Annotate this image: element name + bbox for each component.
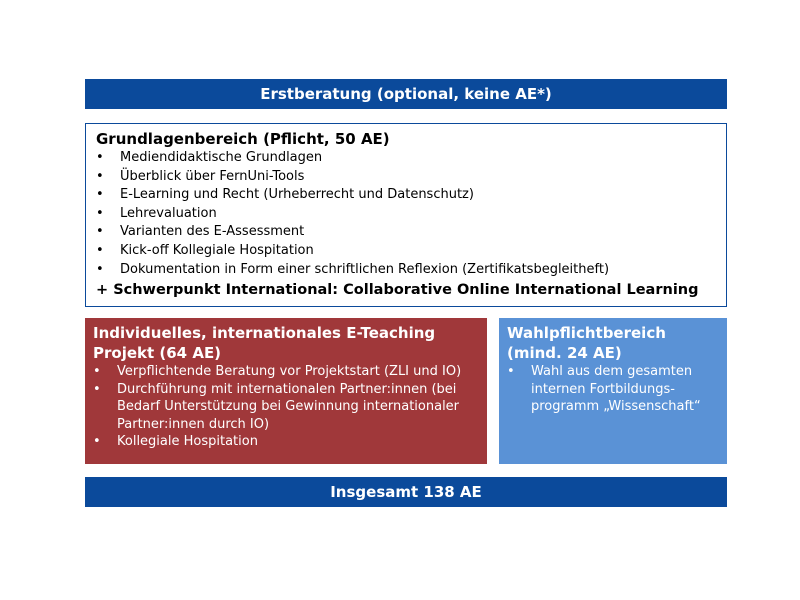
grundlagenbereich-list [96,149,718,279]
list-item: • Verpflichtende Beratung vor Projektstart (ZLI und IO) [93,363,479,381]
list-item: • Kick-off Kollegiale Hospitation [96,242,718,261]
projekt-box [85,318,487,464]
wahlpflicht-title: Wahlpflichtbereich (mind. 24 AE) [507,324,666,362]
projekt-title: Individuelles, internationales E-Teaching Projekt (64 AE) [93,324,436,362]
list-item: • Durchführung mit internationalen Partner:innen (bei Bedarf Unterstützung bei Gewinnung internationaler Partner:innen durch IO) [93,381,479,434]
list-item: • E-Learning und Recht (Urheberrecht und Datenschutz) [96,186,718,205]
insgesamt-bar [85,477,727,507]
list-item: • Varianten des E-Assessment [96,223,718,242]
list-item: • Wahl aus dem gesamten internen Fortbildungs-programm „Wissenschaft“ [507,363,719,416]
erstberatung-bar [85,79,727,109]
grundlagenbereich-title: Grundlagenbereich (Pflicht, 50 AE) [96,130,390,148]
schwerpunkt-international: + Schwerpunkt International: Collaborative Online International Learning [96,282,699,299]
list-item: • Überblick über FernUni-Tools [96,168,718,187]
erstberatung-label: Erstberatung (optional, keine AE*) [260,85,552,103]
list-item: • Dokumentation in Form einer schriftlichen Reflexion (Zertifikatsbegleitheft) [96,261,718,280]
list-item: • Kollegiale Hospitation [93,433,479,451]
list-item: • Lehrevaluation [96,205,718,224]
wahlpflicht-list [507,363,719,416]
wahlpflicht-box [499,318,727,464]
projekt-list [93,363,479,451]
insgesamt-label: Insgesamt 138 AE [330,483,482,501]
list-item: • Mediendidaktische Grundlagen [96,149,718,168]
grundlagenbereich-box [85,123,727,307]
